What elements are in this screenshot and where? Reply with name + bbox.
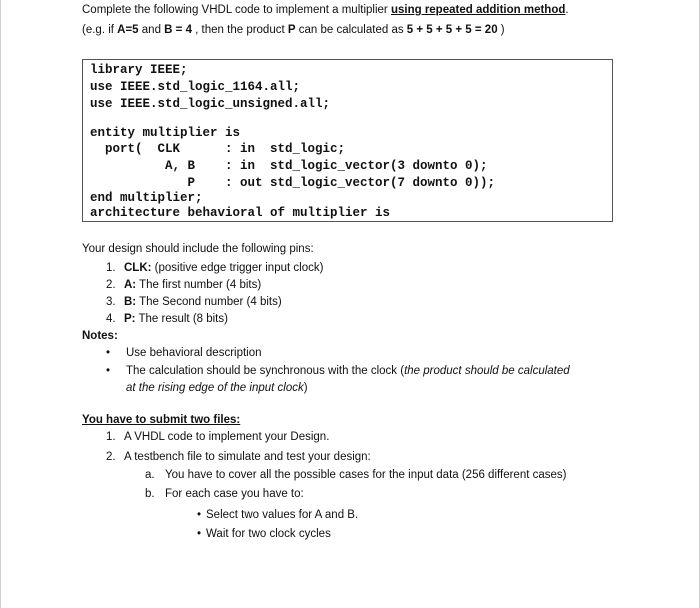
code-line: port( CLK : in std_logic; <box>105 142 346 156</box>
item-number: 2. <box>106 451 116 463</box>
item-number: 1. <box>106 431 116 443</box>
page-left-border <box>0 0 1 608</box>
item-number: 3. <box>106 296 116 308</box>
pin-name: P: <box>124 313 136 325</box>
note-item-continued <box>126 382 308 394</box>
pin-item-a <box>106 279 261 291</box>
code-line: use IEEE.std_logic_unsigned.all; <box>90 97 331 111</box>
code-line: architecture behavioral of multiplier is <box>90 206 391 220</box>
code-line: P : out std_logic_vector(7 downto 0)); <box>105 176 496 190</box>
submit-subitem <box>145 469 566 481</box>
submit-item <box>106 451 371 463</box>
pin-item-p <box>106 313 228 325</box>
submit-subsubtext: Select two values for A and B. <box>206 509 359 521</box>
code-line: end multiplier; <box>90 191 203 205</box>
pins-heading: Your design should include the following pins: <box>82 243 314 255</box>
note-italic: the product should be calculated <box>404 365 570 377</box>
intro-line-2 <box>82 24 505 36</box>
item-number: 4. <box>106 313 116 325</box>
pin-name: CLK: <box>124 262 152 274</box>
note-text: Use behavioral description <box>126 347 262 359</box>
code-line: A, B : in std_logic_vector(3 downto 0); <box>105 159 488 173</box>
submit-heading: You have to submit two files: <box>82 414 241 426</box>
method-emphasis: using repeated addition method <box>390 4 566 16</box>
item-number: 1. <box>106 262 116 274</box>
example-and: and <box>138 24 165 36</box>
example-end: ) <box>497 24 505 36</box>
notes-heading: Notes: <box>82 330 118 342</box>
note-italic: at the rising edge of the input clock <box>126 382 304 394</box>
note-text: The calculation should be synchronous with the clock ( <box>126 365 405 377</box>
code-line: use IEEE.std_logic_1164.all; <box>90 80 301 94</box>
pin-desc: The first number (4 bits) <box>136 279 262 291</box>
example-p: P <box>287 24 296 36</box>
vhdl-code-box <box>82 59 613 222</box>
submit-subsubitem <box>197 509 358 521</box>
bullet-icon: • <box>197 509 202 521</box>
pin-name: A: <box>124 279 137 291</box>
item-letter: a. <box>145 469 155 481</box>
submit-item <box>106 431 329 443</box>
intro-line-1 <box>82 4 569 16</box>
bullet-icon: • <box>197 528 202 540</box>
code-line: entity multiplier is <box>90 126 241 140</box>
example-a: A=5 <box>117 24 139 36</box>
pin-item-b <box>106 296 282 308</box>
pin-item-clk <box>106 262 323 274</box>
intro-period: . <box>565 4 569 16</box>
intro-text: Complete the following VHDL code to implement a multiplier <box>82 4 391 16</box>
example-mid: , then the product <box>191 24 288 36</box>
submit-subtext: For each case you have to: <box>165 488 304 500</box>
example-calc: can be calculated as <box>295 24 407 36</box>
note-text-end: ) <box>303 382 308 394</box>
submit-subsubtext: Wait for two clock cycles <box>206 528 331 540</box>
pin-name: B: <box>124 296 137 308</box>
pin-desc: The Second number (4 bits) <box>136 296 282 308</box>
pin-desc: The result (8 bits) <box>135 313 228 325</box>
submit-subsubitem <box>197 528 331 540</box>
note-item <box>106 347 262 359</box>
submit-subtext: You have to cover all the possible cases for the input data (256 different cases) <box>165 469 567 481</box>
bullet-icon: • <box>106 365 111 377</box>
submit-text: A VHDL code to implement your Design. <box>124 431 330 443</box>
example-expression: 5 + 5 + 5 + 5 = 20 <box>406 24 498 36</box>
submit-subitem <box>145 488 304 500</box>
example-prefix: (e.g. if <box>82 24 118 36</box>
item-number: 2. <box>106 279 116 291</box>
note-item <box>106 365 570 377</box>
example-b: B = 4 <box>164 24 192 36</box>
submit-text: A testbench file to simulate and test your design: <box>124 451 371 463</box>
code-line: library IEEE; <box>90 63 188 77</box>
item-letter: b. <box>145 488 155 500</box>
bullet-icon: • <box>106 347 111 359</box>
pin-desc: (positive edge trigger input clock) <box>151 262 324 274</box>
